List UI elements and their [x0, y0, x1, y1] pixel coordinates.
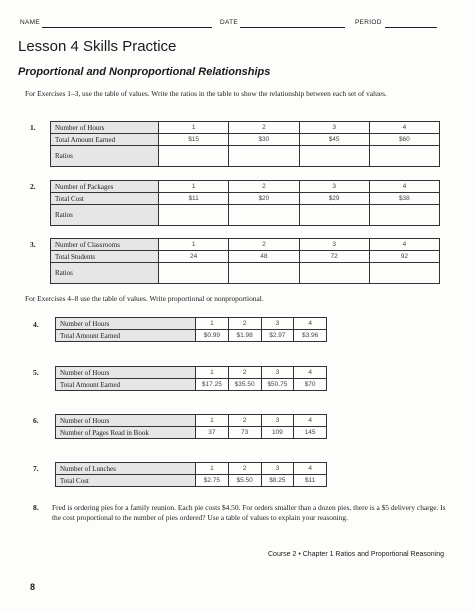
exercise-7-table [55, 462, 327, 487]
table-row [56, 463, 327, 475]
table-cell: $11 [159, 193, 229, 205]
table-cell: $45 [299, 134, 369, 146]
name-label: NAME [20, 19, 40, 26]
row-label: Number of Packages [51, 181, 159, 193]
table-cell: 3 [261, 463, 294, 475]
row-label: Number of Classrooms [51, 239, 159, 251]
table-cell: 37 [196, 427, 229, 439]
table-cell: $5.50 [228, 475, 261, 487]
table-cell: $29 [299, 193, 369, 205]
instructions-1-3: For Exercises 1–3, use the table of values. Write the ratios in the table to show the relationship between each set of values. [25, 89, 387, 98]
period-label: PERIOD [355, 19, 382, 26]
table-cell: 1 [159, 239, 229, 251]
table-row [56, 330, 327, 342]
exercise-2-number: 2. [30, 182, 36, 191]
table-cell: $1.98 [228, 330, 261, 342]
table-cell: $35.50 [228, 379, 261, 391]
exercise-4-number: 4. [33, 320, 39, 329]
table-row [51, 205, 440, 226]
page-footer: Course 2 • Chapter 1 Ratios and Proportional Reasoning [268, 551, 444, 558]
table-row [56, 318, 327, 330]
table-cell: $60 [369, 134, 439, 146]
table-row [51, 122, 440, 134]
table-cell: $2.97 [261, 330, 294, 342]
table-cell: $17.25 [196, 379, 229, 391]
table-cell: $20 [229, 193, 299, 205]
table-cell: 1 [159, 181, 229, 193]
table-cell: $8.25 [261, 475, 294, 487]
table-cell: 1 [196, 367, 229, 379]
table-cell: 3 [299, 181, 369, 193]
table-cell: 4 [369, 239, 439, 251]
table-cell: $30 [229, 134, 299, 146]
exercise-3-number: 3. [30, 240, 36, 249]
exercise-7-number: 7. [33, 464, 39, 473]
instructions-4-8: For Exercises 4–8 use the table of values. Write proportional or nonproportional. [25, 294, 264, 303]
table-cell: 3 [261, 415, 294, 427]
table-cell: 2 [228, 318, 261, 330]
table-cell: 2 [228, 463, 261, 475]
table-cell: 3 [261, 318, 294, 330]
period-field-line[interactable] [385, 27, 437, 28]
table-row [51, 251, 440, 263]
table-cell: 2 [228, 415, 261, 427]
row-label: Total Amount Earned [56, 379, 196, 391]
table-row [56, 415, 327, 427]
ratio-answer-cell[interactable] [369, 205, 439, 226]
exercise-8-text: Fred is ordering pies for a family reunion. Each pie costs $4.50. For orders smaller than a dozen pies, there is a $5 delivery charge. Is the cost proportional to the number of pies ordered? Use a table of values to explain your reasoning. [52, 503, 446, 522]
table-row [51, 193, 440, 205]
table-cell: 73 [228, 427, 261, 439]
table-cell: 1 [196, 415, 229, 427]
exercise-3-table [50, 238, 440, 284]
table-row [56, 475, 327, 487]
date-field-line[interactable] [240, 27, 345, 28]
row-label: Number of Hours [56, 318, 196, 330]
row-label: Total Amount Earned [51, 134, 159, 146]
ratio-answer-cell[interactable] [369, 263, 439, 284]
table-cell: 4 [294, 463, 327, 475]
table-row [56, 367, 327, 379]
ratio-answer-cell[interactable] [159, 263, 229, 284]
table-cell: 1 [159, 122, 229, 134]
row-label: Total Students [51, 251, 159, 263]
table-cell: $38 [369, 193, 439, 205]
table-cell: 2 [228, 367, 261, 379]
exercise-5-number: 5. [33, 368, 39, 377]
table-cell: $3.96 [294, 330, 327, 342]
table-cell: 145 [294, 427, 327, 439]
row-label: Number of Pages Read in Book [56, 427, 196, 439]
row-label: Total Cost [51, 193, 159, 205]
row-label: Number of Hours [51, 122, 159, 134]
table-cell: 72 [299, 251, 369, 263]
table-row [51, 146, 440, 167]
table-cell: 3 [261, 367, 294, 379]
table-cell: 2 [229, 239, 299, 251]
table-cell: 1 [196, 463, 229, 475]
table-cell: 3 [299, 122, 369, 134]
exercise-2-table [50, 180, 440, 226]
exercise-6-number: 6. [33, 416, 39, 425]
row-label: Total Amount Earned [56, 330, 196, 342]
table-cell: 92 [369, 251, 439, 263]
table-row [51, 181, 440, 193]
row-label: Number of Hours [56, 367, 196, 379]
ratio-answer-cell[interactable] [159, 205, 229, 226]
name-field-line[interactable] [42, 27, 212, 28]
exercise-4-table [55, 317, 327, 342]
exercise-8-number: 8. [33, 503, 39, 512]
table-cell: $2.75 [196, 475, 229, 487]
ratio-answer-cell[interactable] [299, 263, 369, 284]
table-cell: 48 [229, 251, 299, 263]
table-row [51, 239, 440, 251]
ratio-answer-cell[interactable] [159, 146, 229, 167]
table-cell: $15 [159, 134, 229, 146]
date-label: DATE [220, 19, 239, 26]
table-row [51, 134, 440, 146]
row-label: Number of Lunches [56, 463, 196, 475]
table-row [56, 427, 327, 439]
row-label: Ratios [51, 205, 159, 226]
table-cell: 4 [294, 318, 327, 330]
table-cell: $70 [294, 379, 327, 391]
exercise-6-table [55, 414, 327, 439]
ratio-answer-cell[interactable] [299, 205, 369, 226]
page-number: 8 [30, 582, 36, 592]
row-label: Ratios [51, 263, 159, 284]
table-cell: $50.75 [261, 379, 294, 391]
ratio-answer-cell[interactable] [229, 205, 299, 226]
table-cell: 24 [159, 251, 229, 263]
exercise-1-table [50, 121, 440, 167]
ratio-answer-cell[interactable] [369, 146, 439, 167]
row-label: Total Cost [56, 475, 196, 487]
ratio-answer-cell[interactable] [299, 146, 369, 167]
lesson-subtitle: Proportional and Nonproportional Relationships [18, 66, 271, 78]
row-label: Number of Hours [56, 415, 196, 427]
table-cell: 3 [299, 239, 369, 251]
exercise-5-table [55, 366, 327, 391]
ratio-answer-cell[interactable] [229, 263, 299, 284]
table-cell: 4 [294, 415, 327, 427]
table-cell: $0.99 [196, 330, 229, 342]
table-cell: 4 [369, 181, 439, 193]
table-cell: 4 [294, 367, 327, 379]
table-cell: 2 [229, 122, 299, 134]
lesson-title: Lesson 4 Skills Practice [18, 38, 177, 55]
table-cell: 4 [369, 122, 439, 134]
exercise-1-number: 1. [30, 123, 36, 132]
table-cell: 109 [261, 427, 294, 439]
table-row [51, 263, 440, 284]
ratio-answer-cell[interactable] [229, 146, 299, 167]
table-row [56, 379, 327, 391]
table-cell: $11 [294, 475, 327, 487]
row-label: Ratios [51, 146, 159, 167]
table-cell: 2 [229, 181, 299, 193]
table-cell: 1 [196, 318, 229, 330]
